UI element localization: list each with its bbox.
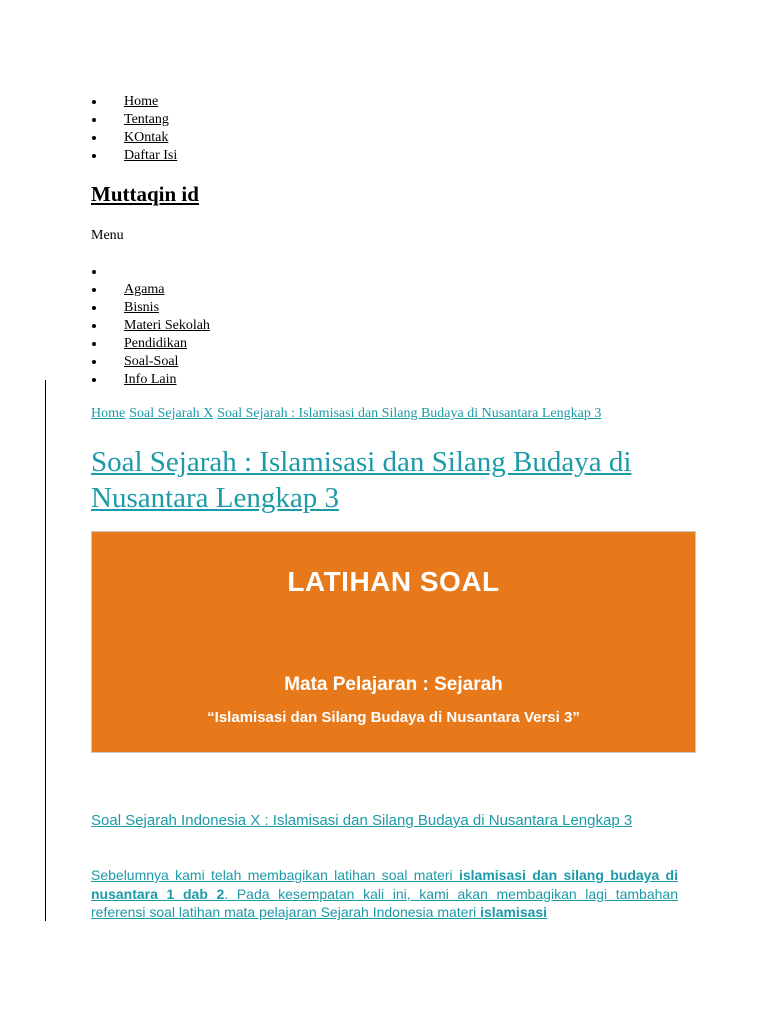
category-nav-item-materi-sekolah: [112, 317, 210, 335]
category-nav-link-soal-soal[interactable]: Soal-Soal: [124, 354, 179, 369]
category-nav: [112, 263, 210, 389]
post-banner-image: [91, 531, 696, 753]
breadcrumb-current[interactable]: Soal Sejarah : Islamisasi dan Silang Budaya di Nusantara Lengkap 3: [217, 406, 602, 421]
top-nav-link-daftar-isi[interactable]: Daftar Isi: [124, 148, 178, 163]
category-nav-link-agama[interactable]: Agama: [124, 282, 165, 297]
section-heading[interactable]: Soal Sejarah Indonesia X : Islamisasi dan Silang Budaya di Nusantara Lengkap 3: [91, 812, 633, 829]
intro-bold-link-2[interactable]: islamisasi: [480, 904, 548, 920]
category-nav-link-empty[interactable]: [112, 264, 124, 279]
category-nav-link-info-lain[interactable]: Info Lain: [124, 372, 177, 387]
top-nav-item-home: [112, 93, 177, 111]
category-nav-link-materi-sekolah[interactable]: Materi Sekolah: [124, 318, 210, 333]
category-nav-item-pendidikan: [112, 335, 210, 353]
category-nav-link-pendidikan[interactable]: Pendidikan: [124, 336, 187, 351]
top-nav-link-tentang[interactable]: Tentang: [124, 112, 169, 127]
breadcrumb-category[interactable]: Soal Sejarah X: [129, 406, 214, 421]
breadcrumb-home[interactable]: Home: [91, 406, 126, 421]
top-nav-item-kontak: [112, 129, 177, 147]
banner-topic: “Islamisasi dan Silang Budaya di Nusantara Versi 3”: [207, 709, 580, 726]
category-nav-link-bisnis[interactable]: Bisnis: [124, 300, 160, 315]
menu-label[interactable]: Menu: [91, 228, 124, 243]
site-title[interactable]: Muttaqin id: [91, 182, 199, 206]
intro-text-1: Sebelumnya kami telah membagikan latihan soal materi: [91, 867, 459, 883]
top-nav-link-home[interactable]: Home: [124, 94, 159, 109]
breadcrumb: [91, 406, 605, 422]
intro-paragraph[interactable]: [91, 866, 678, 922]
left-border-line: [45, 380, 46, 921]
post-title[interactable]: Soal Sejarah : Islamisasi dan Silang Budaya di Nusantara Lengkap 3: [91, 446, 632, 514]
top-nav-item-daftar-isi: [112, 147, 177, 165]
top-nav-item-tentang: [112, 111, 177, 129]
top-nav: [112, 93, 177, 165]
category-nav-item-agama: [112, 281, 210, 299]
banner-subject: Mata Pelajaran : Sejarah: [284, 674, 503, 695]
category-nav-item-empty: [112, 263, 210, 281]
top-nav-link-kontak[interactable]: KOntak: [124, 130, 169, 145]
intro-text-2: . Pada kesempatan kali ini, kami akan membagikan lagi tambahan referensi soal latihan mata pelajaran Sejarah Indonesia materi: [91, 885, 678, 920]
category-nav-item-bisnis: [112, 299, 210, 317]
intro-bold-link-1[interactable]: islamisasi dan silang budaya di nusantara 1 dab 2: [91, 867, 679, 902]
banner-title: LATIHAN SOAL: [287, 566, 500, 597]
category-nav-item-info-lain: [112, 371, 210, 389]
category-nav-item-soal-soal: [112, 353, 210, 371]
